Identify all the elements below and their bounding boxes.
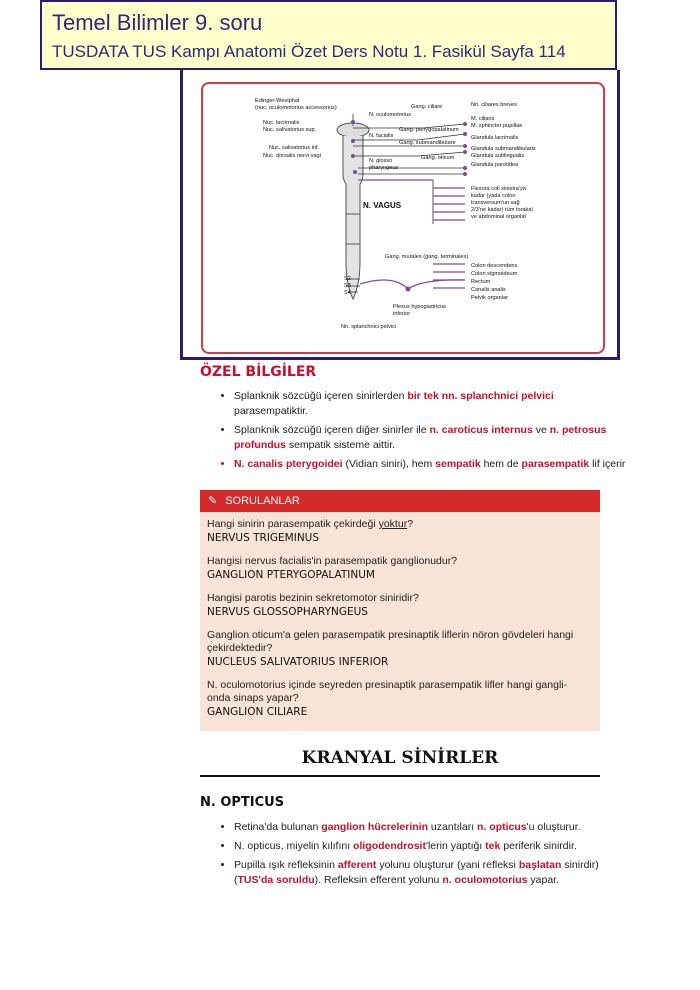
label-nuc-dorsalis: Nuc. dorsalis nervi vagi xyxy=(263,153,321,159)
label-gang-murales: Gang. murales (gang. terminales) xyxy=(385,254,469,260)
list-item: • Splanknik sözcüğü içeren sinirlerden bir tek nn. splanchnici pelvici parasempatiktir. xyxy=(234,389,626,419)
header-subtitle: TUSDATA TUS Kampı Anatomi Özet Ders Notu 1. Fasikül Sayfa 114 xyxy=(52,42,566,61)
label-canalis-analis: Canalis analis xyxy=(471,287,506,293)
parasympathetic-diagram xyxy=(201,82,605,354)
label-s3: S3 xyxy=(344,283,351,289)
n-opticus-list xyxy=(210,820,626,892)
label-colon-desc: Colon descendens xyxy=(471,263,518,269)
header-banner xyxy=(40,0,617,70)
label-colon-sig: Colon sigmoideum xyxy=(471,271,518,277)
label-s4: S4 xyxy=(344,290,351,296)
sorulanlar-panel xyxy=(200,490,600,731)
label-edinger2: (nuc. oculomotorius accessorius) xyxy=(255,105,337,111)
label-plexus-2: inferior xyxy=(393,311,411,317)
label-nuc-sal-sup: Nuc. salivatorius sup. xyxy=(263,127,317,133)
question: Hangisi nervus facialis'in parasempatik ganglionudur? xyxy=(207,555,458,567)
label-nn-splanchnici: Nn. splanchnici pelvici xyxy=(341,324,397,330)
figure-frame xyxy=(180,70,620,360)
label-gl-lacrimalis: Glandula lacrimalis xyxy=(471,135,519,141)
label-pharyngeus: pharyngeus xyxy=(369,165,399,171)
ozel-bilgiler-heading: ÖZEL BİLGİLER xyxy=(200,364,317,380)
list-item: • N. canalis pterygoidei (Vidian siniri), hem sempatik hem de parasempatik lif içerir xyxy=(234,457,626,472)
question: Hangi sinirin parasempatik çekirdeği yoktur? xyxy=(207,518,414,530)
label-gl-subling: Glandula sublingualis xyxy=(471,153,525,159)
label-gl-submand: Glandula submandibularis xyxy=(471,146,536,152)
label-gang-oticum: Gang. oticum xyxy=(421,155,455,161)
list-item: • Splanknik sözcüğü içeren diğer sinirler ile n. caroticus internus ve n. petrosus profundus sempatik sisteme aittir. xyxy=(234,423,626,453)
label-s2: S2 xyxy=(344,276,351,282)
diagram-svg xyxy=(203,84,603,352)
label-edinger: Edinger-Westphal xyxy=(255,98,300,104)
divider xyxy=(200,775,600,777)
list-item: • Retina'da bulunan ganglion hücrelerinin uzantıları n. opticus'u oluşturur. xyxy=(234,820,626,835)
label-flexura-5: ve abdominal organlar xyxy=(471,214,527,220)
label-nn-ciliares: Nn. ciliares breves xyxy=(471,102,518,108)
answer: GANGLION CILIARE xyxy=(207,706,308,718)
label-gang-submand: Gang. submandibulare xyxy=(399,140,456,146)
label-flexura-3: transversum'un sağ xyxy=(471,200,520,206)
answer: NERVUS TRIGEMINUS xyxy=(207,532,320,544)
label-n-facialis: N. facialis xyxy=(369,133,394,139)
spinal-cord-shape xyxy=(337,123,369,299)
label-nuc-sal-inf: Nuc. salivatorius inf. xyxy=(269,145,320,151)
vagus-branches xyxy=(360,180,465,289)
label-gang-ciliare: Gang. ciliare xyxy=(411,104,443,110)
ozel-bilgiler-list xyxy=(210,389,626,476)
label-rectum: Rectum xyxy=(471,279,491,285)
question: Hangisi parotis bezinin sekretomotor siniridir? xyxy=(207,592,419,604)
label-gl-parotidea: Glandula parotidea xyxy=(471,162,519,168)
question: Ganglion oticum'a gelen parasempatik presinaptik liflerin nöron gövdeleri hangi çekirdektedir? xyxy=(207,629,574,654)
list-item: • N. opticus, miyelin kılıfını oligodendrosit'lerin yaptığı tek periferik sinirdir. xyxy=(234,839,626,854)
answer: GANGLION PTERYGOPALATINUM xyxy=(207,569,375,581)
label-n-vagus: N. VAGUS xyxy=(363,201,402,210)
pencil-icon: ✎ xyxy=(208,495,218,507)
label-plexus-1: Plexus hypogastricus xyxy=(393,304,446,310)
question: N. oculomotorius içinde seyreden presinaptik parasempatik lifler hangi gangli- onda sinaps yapar? xyxy=(207,679,568,704)
answer: NERVUS GLOSSOPHARYNGEUS xyxy=(207,606,368,618)
label-nuc-lacrimalis: Nuc. lacrimalis xyxy=(263,120,300,126)
label-pelvik-organlar: Pelvik organlar xyxy=(471,295,508,301)
label-gang-ptery: Gang. pterygopalatinum xyxy=(399,127,459,133)
label-flexura-1: Flexura coli sinistra'ya xyxy=(471,186,526,192)
label-n-glosso: N. glosso xyxy=(369,158,393,164)
list-item: • Pupilla ışık refleksinin afferent yolunu oluşturur (yani refleksi başlatan sinirdir) (TUS'da soruldu). Refleksin efferent yolunu n. oculomotorius yapar. xyxy=(234,858,626,888)
label-flexura-4: 2/3'ne kadar) tüm torakal xyxy=(471,207,533,213)
header-title: Temel Bilimler 9. soru xyxy=(52,10,263,35)
answer: NUCLEUS SALIVATORIUS INFERIOR xyxy=(207,656,389,668)
sorulanlar-header: ✎ SORULANLAR xyxy=(200,490,600,512)
label-m-ciliaris: M. ciliaris xyxy=(471,116,495,122)
label-m-sphincter: M. sphincter pupillae xyxy=(471,123,523,129)
kranyal-sinirler-heading: KRANYAL SİNİRLER xyxy=(301,748,499,768)
label-flexura-2: kadar (yada colon xyxy=(471,193,516,199)
label-n-oculomotorius: N. oculomotorius xyxy=(369,112,411,118)
n-opticus-heading: N. OPTICUS xyxy=(200,795,285,810)
